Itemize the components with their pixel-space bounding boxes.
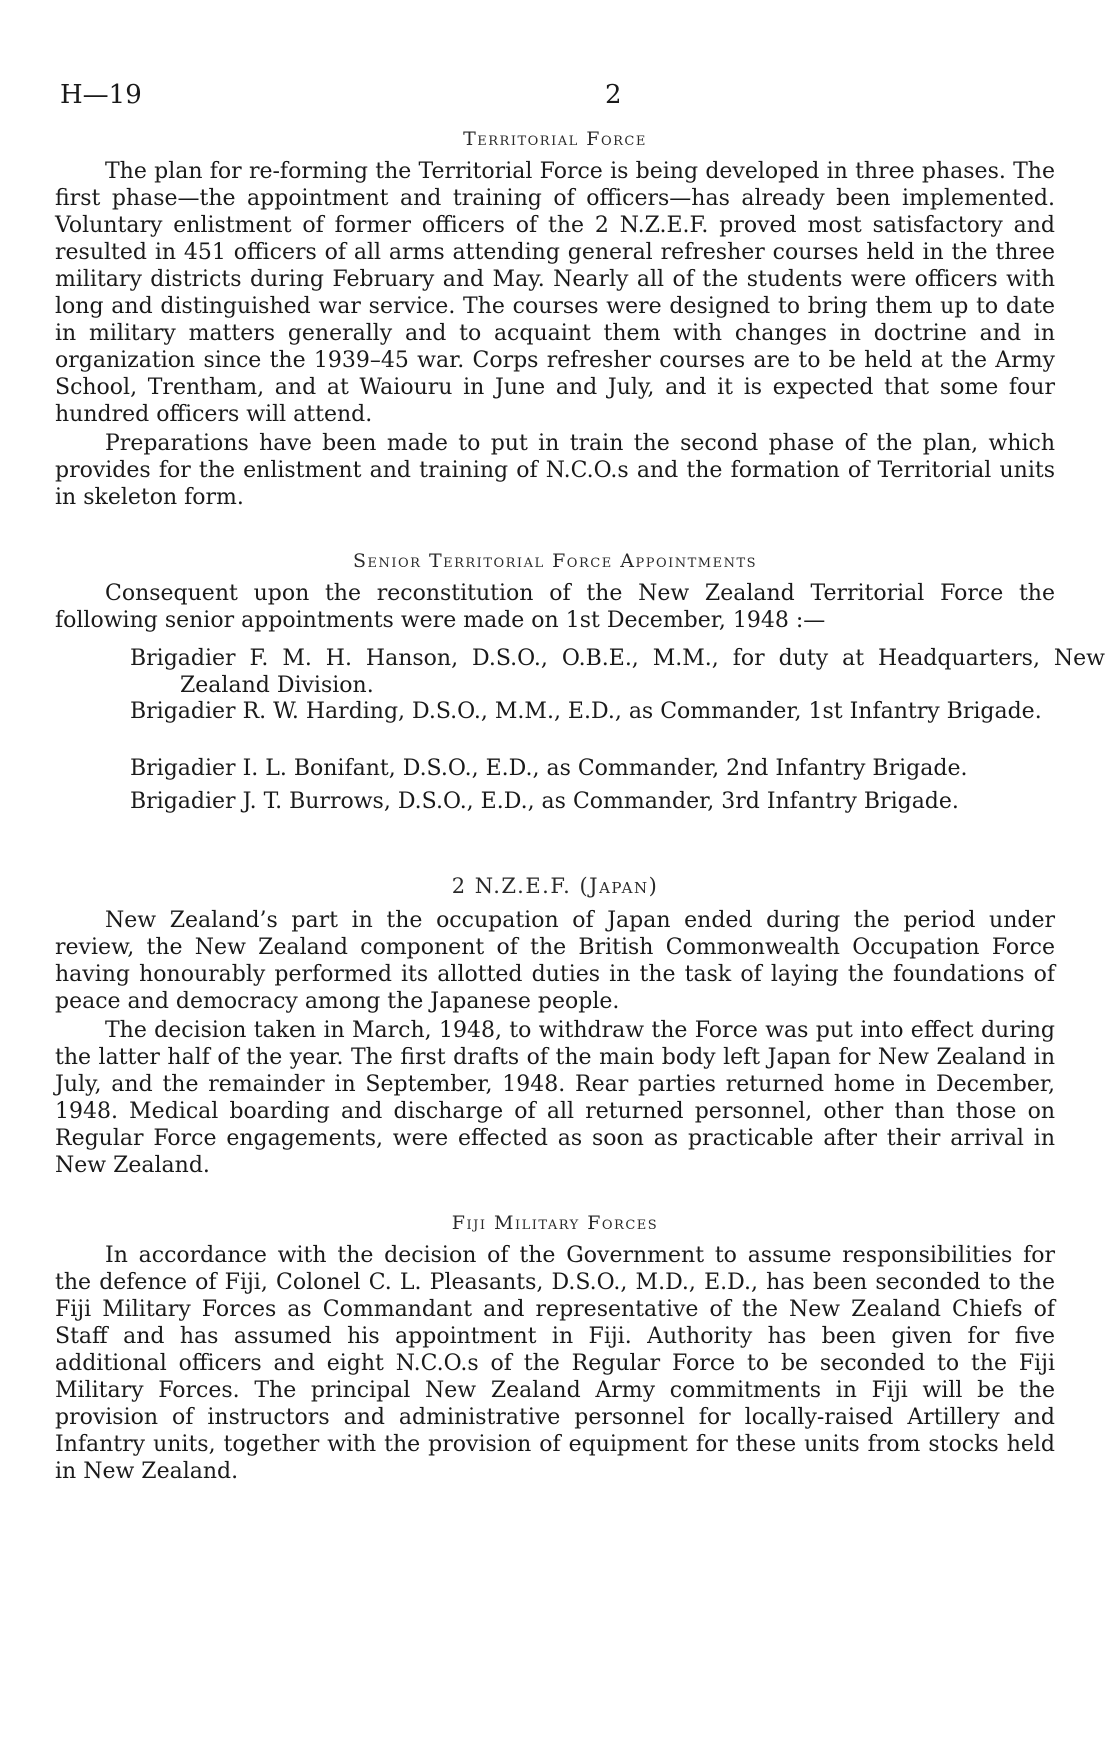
page-number: 2: [605, 80, 622, 110]
document-code: H—19: [60, 80, 142, 110]
heading-territorial-force: Territorial Force: [463, 128, 647, 150]
heading-senior-appointments: Senior Territorial Force Appointments: [352, 550, 758, 572]
japan-paragraph-2: The decision taken in March, 1948, to withdraw the Force was put into effect during the latter half of the year. The first drafts of the main body left Japan for New Zealand in July, and the remainder in September, 1948. Rear parties returned home in December, 1948. Medical boarding and discharge of all returned personnel, other than those on Regular Force engagements, were effected as soon as practicable after their arrival in New Zealand.: [55, 1018, 1055, 1178]
heading-fiji-military-forces: Fiji Military Forces: [451, 1212, 659, 1234]
appointment-bonifant: Brigadier I. L. Bonifant, D.S.O., E.D., as Commander, 2nd Infantry Brigade.: [130, 756, 968, 781]
heading-nzef-japan: 2 N.Z.E.F. (Japan): [451, 874, 659, 898]
appointment-burrows: Brigadier J. T. Burrows, D.S.O., E.D., as Commander, 3rd Infantry Brigade.: [130, 789, 959, 814]
territorial-paragraph-1: The plan for re-forming the Territorial Force is being developed in three phases. The first phase—the appointment and training of officers—has already been implemented. Voluntary enlistment of former officers of the 2 N.Z.E.F. proved most satisfactory and resulted in 451 officers of all arms attending general refresher courses held in the three military districts during February and May. Nearly all of the students were officers with long and distinguished war service. The courses were designed to bring them up to date in military matters generally and to acquaint them with changes in doctrine and in organization since the 1939–45 war. Corps refresher courses are to be held at the Army School, Trentham, and at Waiouru in June and July, and it is expected that some four hundred officers will attend.: [55, 159, 1055, 427]
territorial-paragraph-2: Preparations have been made to put in train the second phase of the plan, which provides for the enlistment and training of N.C.O.s and the formation of Territorial units in skeleton form.: [55, 431, 1055, 510]
page-header: [60, 80, 1060, 114]
appointment-harding: Brigadier R. W. Harding, D.S.O., M.M., E.D., as Commander, 1st Infantry Brigade.: [130, 699, 1042, 724]
appointment-hanson: Brigadier F. M. H. Hanson, D.S.O., O.B.E., M.M., for duty at Headquarters, New Zealand Division.: [130, 646, 1105, 698]
senior-appointments-intro: Consequent upon the reconstitution of the New Zealand Territorial Force the following senior appointments were made on 1st December, 1948 :—: [55, 581, 1055, 633]
fiji-paragraph-1: In accordance with the decision of the Government to assume responsibilities for the defence of Fiji, Colonel C. L. Pleasants, D.S.O., M.D., E.D., has been seconded to the Fiji Military Forces as Commandant and representative of the New Zealand Chiefs of Staff and has assumed his appointment in Fiji. Authority has been given for five additional officers and eight N.C.O.s of the Regular Force to be seconded to the Fiji Military Forces. The principal New Zealand Army commitments in Fiji will be the provision of instructors and administrative personnel for locally-raised Artillery and Infantry units, together with the provision of equipment for these units from stocks held in New Zealand.: [55, 1243, 1055, 1484]
japan-paragraph-1: New Zealand’s part in the occupation of Japan ended during the period under review, the New Zealand component of the British Commonwealth Occupation Force having honourably performed its allotted duties in the task of laying the foundations of peace and democracy among the Japanese people.: [55, 908, 1055, 1014]
